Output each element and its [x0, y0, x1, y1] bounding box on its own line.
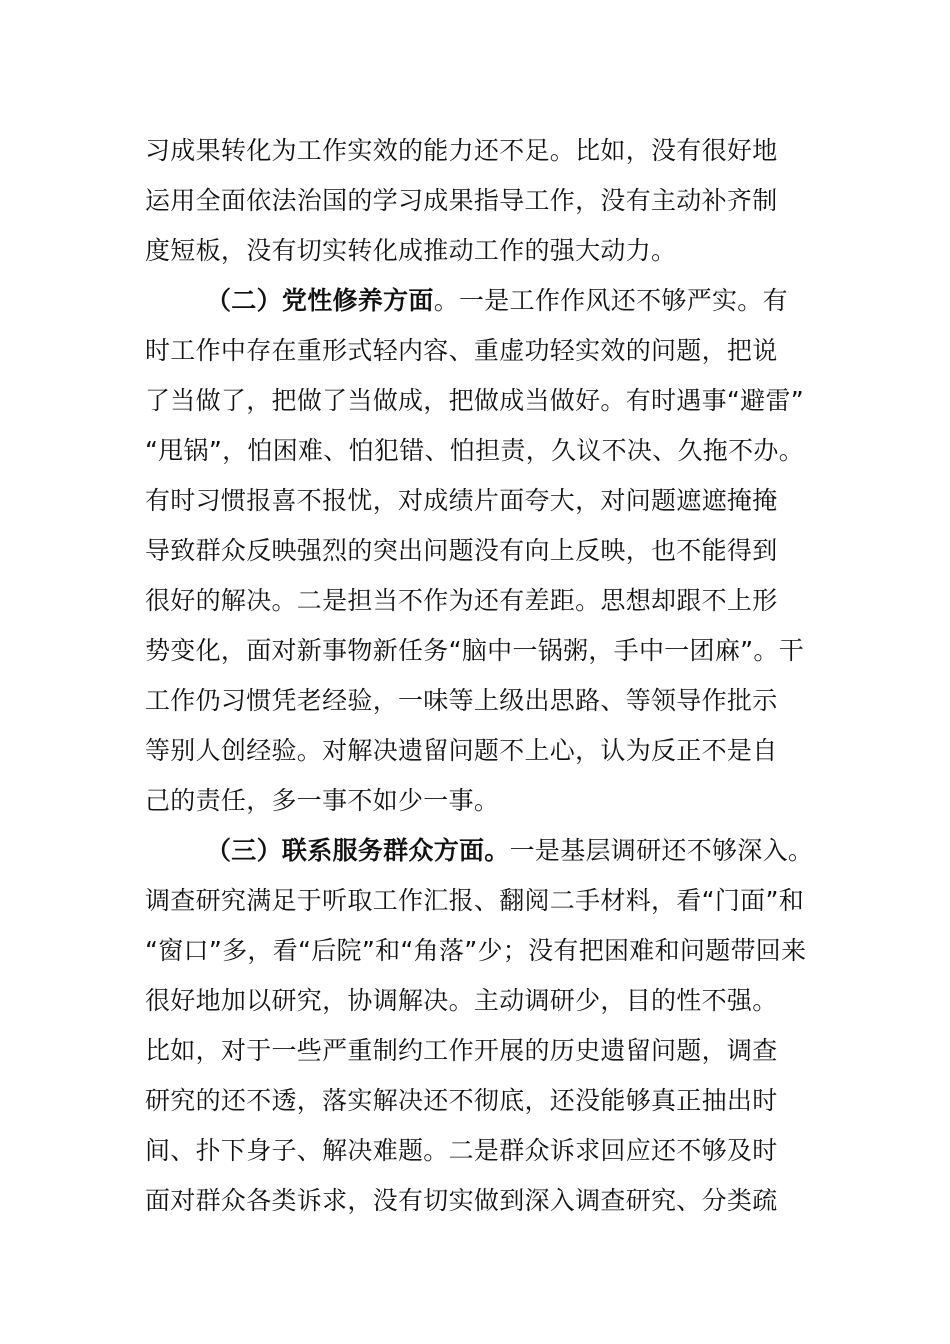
text-line: 调查研究满足于听取工作汇报、翻阅二手材料，看“门面”和 — [145, 886, 805, 915]
text-line: 运用全面依法治国的学习成果指导工作，没有主动补齐制 — [145, 186, 778, 215]
text-line: 工作仍习惯凭老经验，一味等上级出思路、等领导作批示 — [145, 686, 778, 715]
text-line: “甩锅”，怕困难、怕犯错、怕担责，久议不决、久拖不办。 — [145, 436, 805, 465]
text-line: 导致群众反映强烈的突出问题没有向上反映，也不能得到 — [145, 536, 778, 565]
text-line: 度短板，没有切实转化成推动工作的强大动力。 — [145, 236, 677, 265]
text-segment: 一是基层调研还不够深入。 — [509, 836, 814, 865]
text-line: 有时习惯报喜不报忧，对成绩片面夸大，对问题遮遮掩掩 — [145, 486, 778, 515]
text-line: “窗口”多，看“后院”和“角落”少；没有把困难和问题带回来 — [145, 936, 807, 965]
section-heading-line — [206, 276, 788, 326]
text-line: 间、扑下身子、解决难题。二是群众诉求回应还不够及时 — [145, 1136, 778, 1165]
text-line: 了当做了，把做了当做成，把做成当做好。有时遇事“避雷” — [145, 386, 805, 415]
text-line: 时工作中存在重形式轻内容、重虚功轻实效的问题，把说 — [145, 336, 778, 365]
text-line: 很好的解决。二是担当不作为还有差距。思想却跟不上形 — [145, 586, 778, 615]
section-heading-line — [206, 826, 813, 876]
section-heading: （三）联系服务群众方面。 — [206, 836, 510, 865]
text-line: 习成果转化为工作实效的能力还不足。比如，没有很好地 — [145, 136, 778, 165]
text-line: 势变化，面对新事物新任务“脑中一锅粥，手中一团麻”。干 — [145, 636, 805, 665]
text-line: 等别人创经验。对解决遗留问题不上心，认为反正不是自 — [145, 736, 778, 765]
text-line: 面对群众各类诉求，没有切实做到深入调查研究、分类疏 — [145, 1186, 778, 1215]
text-segment: 。一是工作作风还不够严实。有 — [433, 286, 788, 315]
section-heading: （二）党性修养方面 — [206, 286, 434, 315]
text-line: 很好地加以研究，协调解决。主动调研少，目的性不强。 — [145, 986, 778, 1015]
text-line: 比如，对于一些严重制约工作开展的历史遗留问题，调查 — [145, 1036, 778, 1065]
text-line: 研究的还不透，落实解决还不彻底，还没能够真正抽出时 — [145, 1086, 778, 1115]
text-line: 己的责任，多一事不如少一事。 — [145, 786, 500, 815]
